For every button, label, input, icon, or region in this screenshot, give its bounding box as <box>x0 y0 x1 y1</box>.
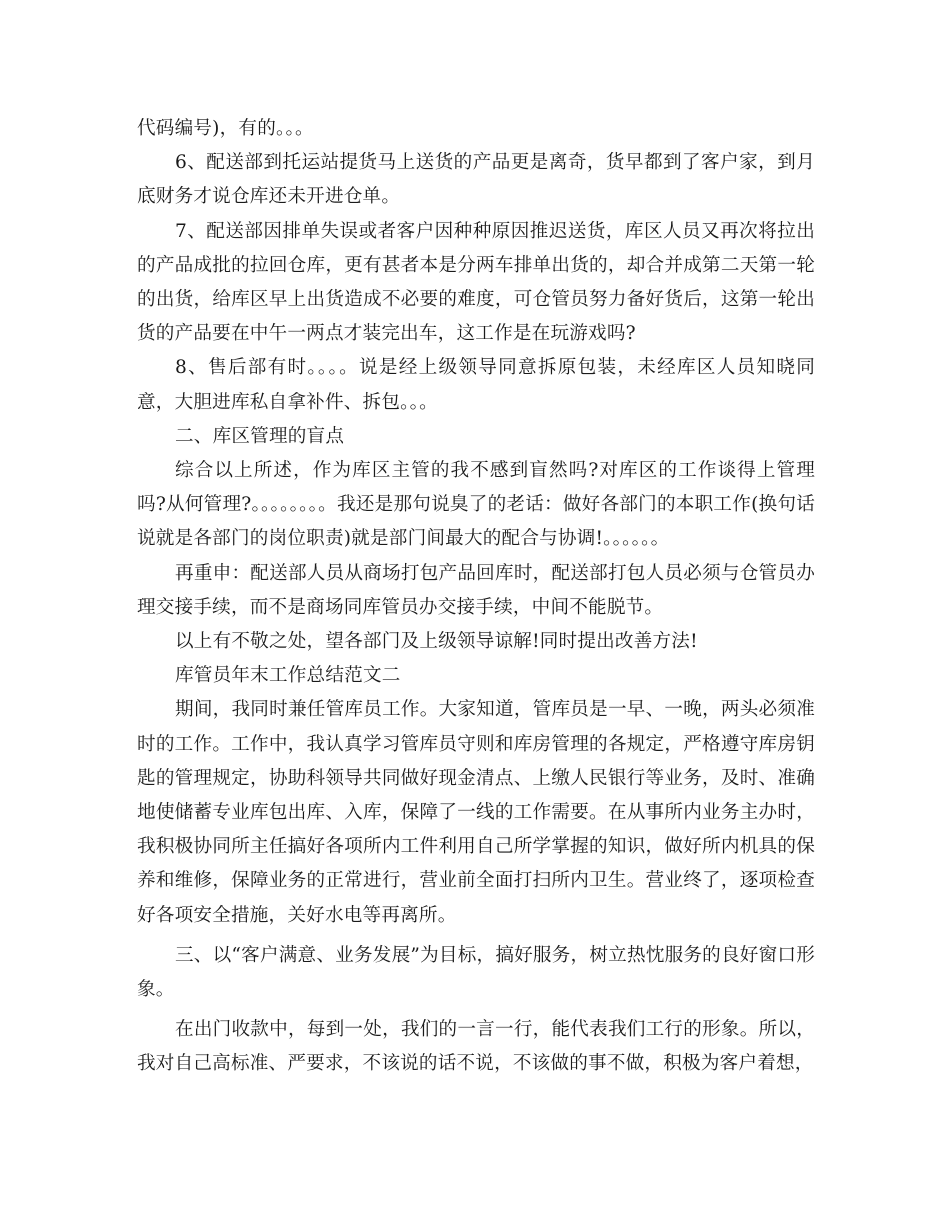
paragraph-12: 在出门收款中，每到一处，我们的一言一行，能代表我们工行的形象。所以，我对自己高标准、严要求，不该说的话不说，不该做的事不做，积极为客户着想， <box>137 1019 815 1075</box>
article-title-2: 库管员年末工作总结范文二 <box>175 665 401 687</box>
paragraph-8: 以上有不敬之处，望各部门及上级领导谅解!同时提出改善方法! <box>175 631 698 653</box>
paragraph-2: 6、配送部到托运站提货马上送货的产品更是离奇，货早都到了客户家，到月底财务才说仓库还未开进仓单。 <box>137 152 815 208</box>
paragraph-6: 综合以上所述，作为库区主管的我不感到盲然吗?对库区的工作谈得上管理吗?从何管理?。。。。。。。。我还是那句说臭了的老话：做好各部门的本职工作(换句话说就是各部门的岗位职责)就是部门间最大的配合与协调!。。。。。。 <box>137 460 815 550</box>
paragraph-10: 期间，我同时兼任管库员工作。大家知道，管库员是一早、一晚，两头必须准时的工作。工作中，我认真学习管库员守则和库房管理的各规定，严格遵守库房钥匙的管理规定，协助科领导共同做好现金清点、上缴人民银行等业务，及时、准确地使储蓄专业库包出库、入库，保障了一线的工作需要。在从事所内业务主办时，我积极协同所主任搞好各项所内工件利用自己所学掌握的知识，做好所内机具的保养和维修，保障业务的正常进行，营业前全面打扫所内卫生。营业终了，逐项检查好各项安全措施，关好水电等再离所。 <box>137 699 815 926</box>
paragraph-3: 7、配送部因排单失误或者客户因种种原因推迟送货，库区人员又再次将拉出的产品成批的拉回仓库，更有甚者本是分两车排单出货的，却合并成第二天第一轮的出货，给库区早上出货造成不必要的难度，可仓管员努力备好货后，这第一轮出货的产品要在中午一两点才装完出车，这工作是在玩游戏吗? <box>137 220 815 345</box>
paragraph-4: 8、售后部有时。。。。说是经上级领导同意拆原包装，未经库区人员知晓同意，大胆进库私自拿补件、拆包。。。 <box>137 357 815 413</box>
paragraph-1: 代码编号)，有的。。。 <box>137 118 314 139</box>
document-body <box>137 112 815 1082</box>
paragraph-7: 再重申：配送部人员从商场打包产品回库时，配送部打包人员必须与仓管员办理交接手续，而不是商场同库管员办交接手续，中间不能脱节。 <box>137 562 815 618</box>
section-heading-3: 三、以“客户满意、业务发展”为目标，搞好服务，树立热忱服务的良好窗口形象。 <box>137 944 815 1001</box>
section-heading-2: 二、库区管理的盲点 <box>175 425 345 447</box>
